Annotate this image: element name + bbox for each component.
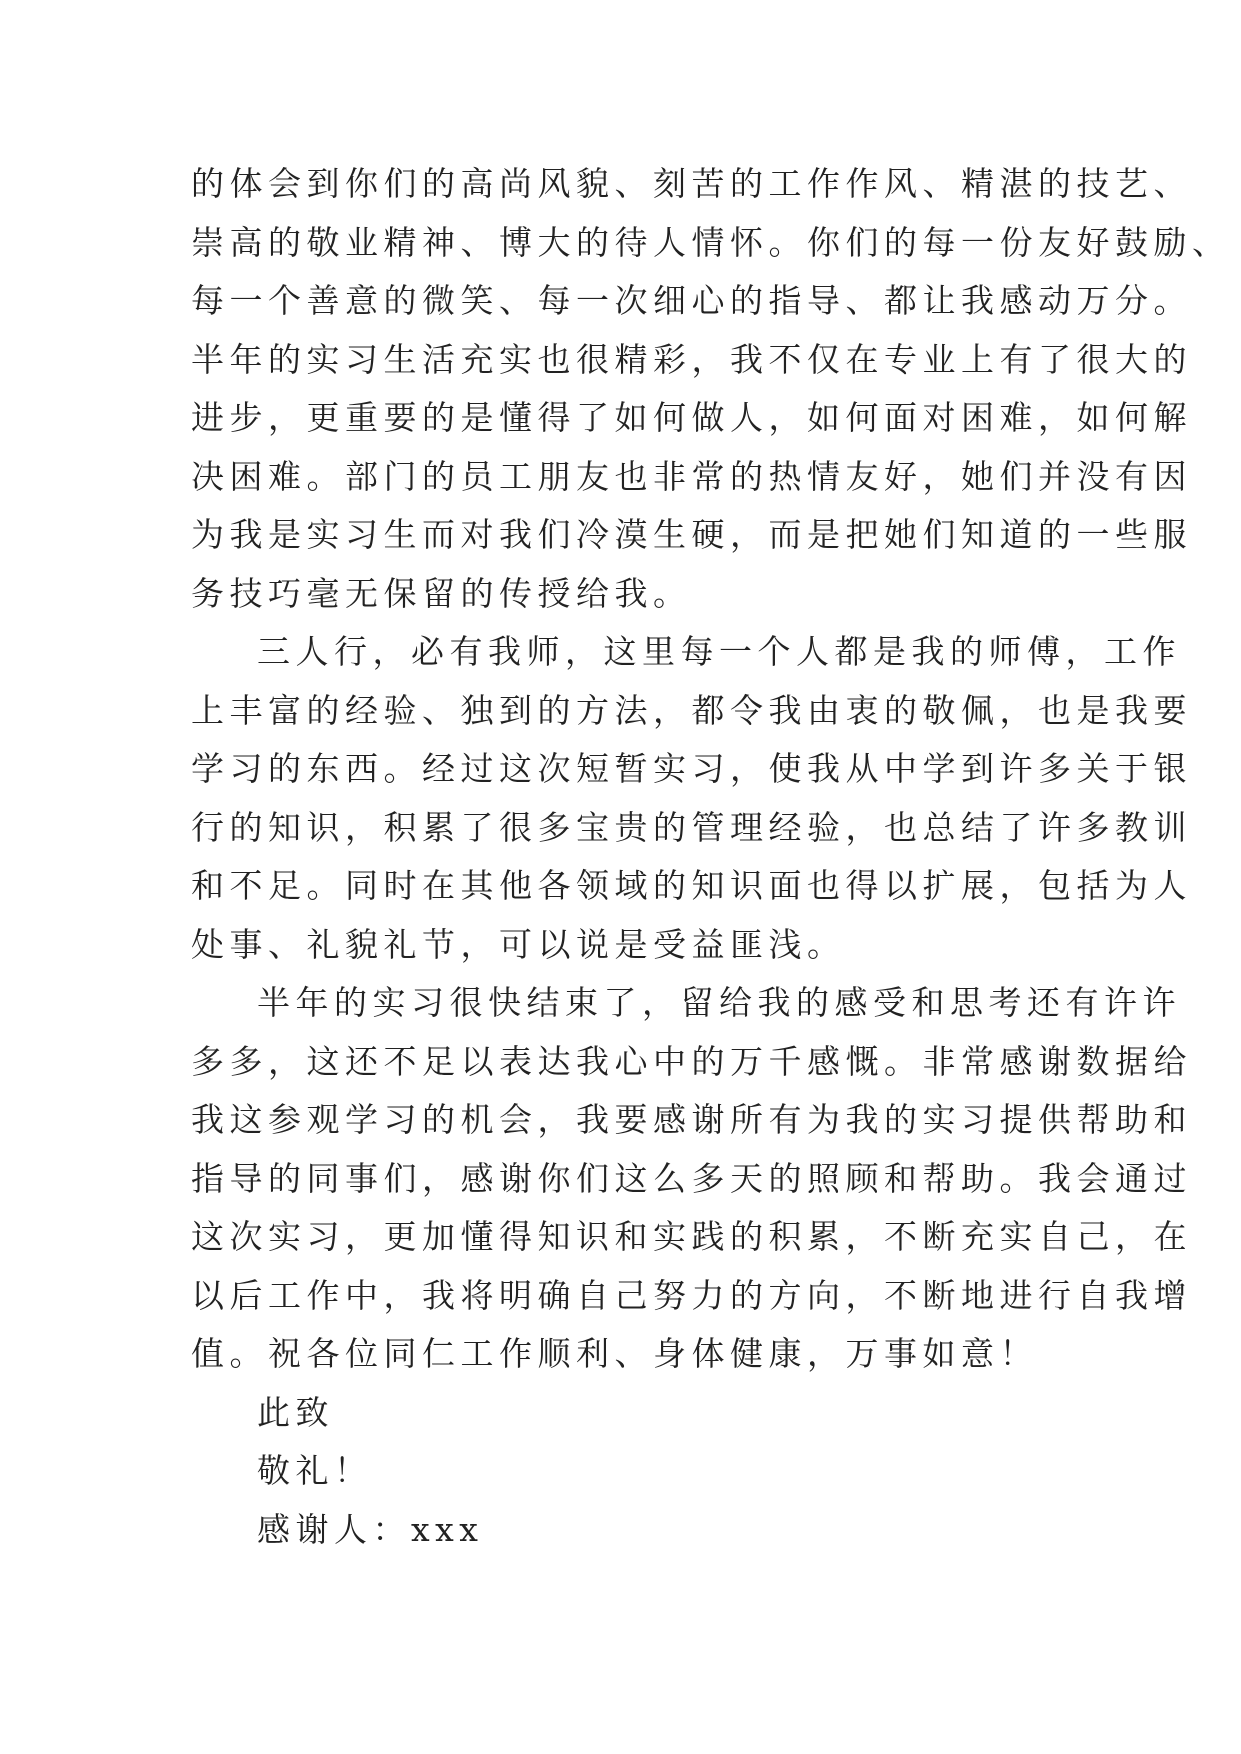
salutation-line: 敬礼！	[257, 1451, 373, 1490]
signature-line: 感谢人：xxx	[257, 1509, 484, 1549]
paragraph-1	[191, 155, 1231, 623]
paragraph-1-line: 进步，更重要的是懂得了如何做人，如何面对困难，如何解	[191, 398, 1192, 437]
paragraph-1-line: 为我是实习生而对我们冷漠生硬，而是把她们知道的一些服	[191, 515, 1192, 554]
paragraph-3	[191, 974, 1192, 1384]
letter-body	[191, 155, 1231, 1559]
paragraph-2-line: 处事、礼貌礼节，可以说是受益匪浅。	[191, 924, 846, 964]
paragraph-3-line: 我这参观学习的机会，我要感谢所有为我的实习提供帮助和	[191, 1100, 1192, 1139]
paragraph-2-line: 三人行，必有我师，这里每一个人都是我的师傅，工作	[257, 632, 1181, 671]
paragraph-3-line: 多多，这还不足以表达我心中的万千感慨。非常感谢数据给	[191, 1041, 1192, 1081]
paragraph-1-line: 的体会到你们的高尚风貌、刻苦的工作作风、精湛的技艺、	[191, 164, 1192, 203]
paragraph-3-line: 指导的同事们，感谢你们这么多天的照顾和帮助。我会通过	[191, 1158, 1192, 1198]
paragraph-1-line: 务技巧毫无保留的传授给我。	[191, 573, 692, 613]
paragraph-2-line: 行的知识，积累了很多宝贵的管理经验，也总结了许多教训	[191, 807, 1192, 847]
paragraph-3-line: 值。祝各位同仁工作顺利、身体健康，万事如意！	[191, 1334, 1038, 1373]
paragraph-2-line: 上丰富的经验、独到的方法，都令我由衷的敬佩，也是我要	[191, 690, 1192, 730]
paragraph-3-line: 半年的实习很快结束了，留给我的感受和思考还有许许	[257, 983, 1181, 1022]
paragraph-3-line: 这次实习，更加懂得知识和实践的积累，不断充实自己，在	[191, 1217, 1192, 1256]
paragraph-1-line: 崇高的敬业精神、博大的待人情怀。你们的每一份友好鼓励、	[191, 222, 1231, 262]
paragraph-2	[191, 623, 1192, 974]
paragraph-3-line: 以后工作中，我将明确自己努力的方向，不断地进行自我增	[191, 1275, 1192, 1315]
paragraph-2-line: 学习的东西。经过这次短暂实习，使我从中学到许多关于银	[191, 749, 1192, 788]
paragraph-1-line: 每一个善意的微笑、每一次细心的指导、都让我感动万分。	[191, 281, 1192, 320]
paragraph-2-line: 和不足。同时在其他各领域的知识面也得以扩展，包括为人	[191, 866, 1192, 905]
closing-line: 此致	[257, 1392, 334, 1432]
paragraph-1-line: 半年的实习生活充实也很精彩，我不仅在专业上有了很大的	[191, 339, 1192, 379]
paragraph-1-line: 决困难。部门的员工朋友也非常的热情友好，她们并没有因	[191, 456, 1192, 496]
